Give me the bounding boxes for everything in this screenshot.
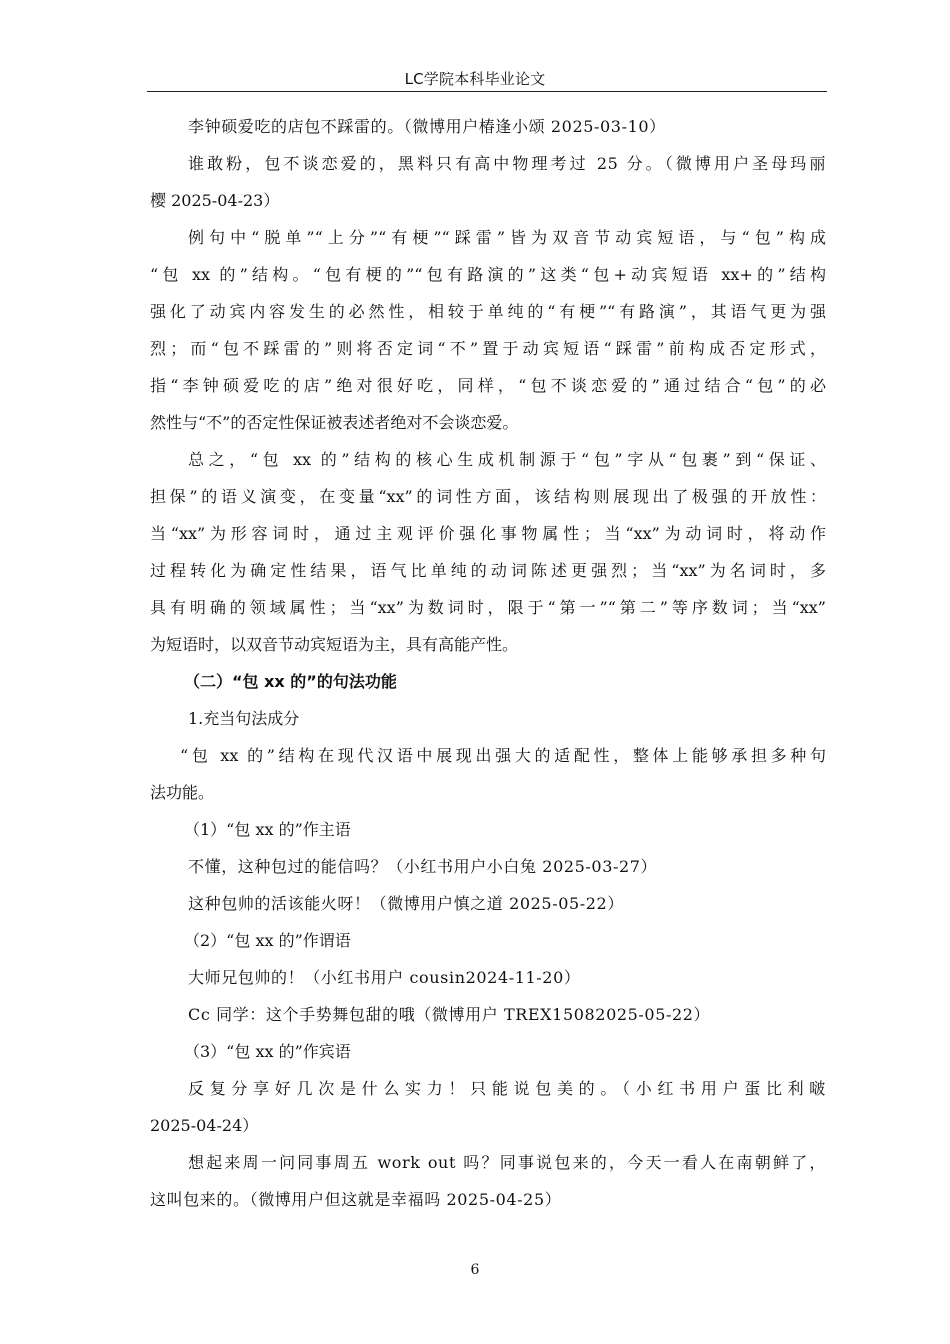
example-sentence: 大师兄包帅的！（小红书用户 cousin2024-11-20） — [188, 968, 581, 987]
analysis-paragraph-line: 烈；而“包不踩雷的”则将否定词“不”置于动宾短语“踩雷”前构成否定形式， — [150, 339, 826, 358]
example-sentence: Cc 同学：这个手势舞包甜的哦（微博用户 TREX15082025-05-22） — [188, 1005, 711, 1024]
section-heading: （二）“包 xx 的”的句法功能 — [184, 672, 397, 691]
summary-paragraph-line: 担保”的语义演变，在变量“xx”的词性方面，该结构则展现出了极强的开放性： — [150, 487, 826, 506]
example-sentence: 李钟硕爱吃的店包不踩雷的。（微博用户椿逢小颂 2025-03-10） — [188, 117, 666, 136]
analysis-paragraph-line: 强化了动宾内容发生的必然性，相较于单纯的“有梗”“有路演”，其语气更为强 — [150, 302, 826, 321]
intro-paragraph-line: “包 xx 的”结构在现代汉语中展现出强大的适配性，整体上能够承担多种句 — [180, 746, 826, 765]
example-sentence: 谁敢粉，包不谈恋爱的，黑料只有高中物理考过 25 分。（微博用户圣母玛丽 — [188, 154, 826, 173]
header-divider — [147, 91, 827, 92]
summary-paragraph-line: 过程转化为确定性结果，语气比单纯的动词陈述更强烈；当“xx”为名词时，多 — [150, 561, 826, 580]
summary-paragraph-line: 当“xx”为形容词时，通过主观评价强化事物属性；当“xx”为动词时，将动作 — [150, 524, 826, 543]
example-sentence: 反复分享好几次是什么实力！只能说包美的。（小红书用户蛋比利啵 — [188, 1079, 826, 1098]
example-sentence-continued: 2025-04-24） — [150, 1116, 259, 1135]
page-number: 6 — [470, 1262, 480, 1278]
object-function-label: （3）“包 xx 的”作宾语 — [184, 1042, 351, 1061]
example-sentence-continued: 这叫包来的。（微博用户但这就是幸福吗 2025-04-25） — [150, 1190, 562, 1209]
analysis-paragraph-line: 例句中“脱单”“上分”“有梗”“踩雷”皆为双音节动宾短语，与“包”构成 — [188, 228, 826, 247]
subject-function-label: （1）“包 xx 的”作主语 — [184, 820, 351, 839]
intro-paragraph-line: 法功能。 — [150, 783, 215, 802]
summary-paragraph-line: 为短语时，以双音节动宾短语为主，具有高能产性。 — [150, 635, 519, 654]
analysis-paragraph-line: 然性与“不”的否定性保证被表述者绝对不会谈恋爱。 — [150, 413, 519, 432]
predicate-function-label: （2）“包 xx 的”作谓语 — [184, 931, 351, 950]
example-sentence: 这种包帅的活该能火呀！（微博用户慎之道 2025-05-22） — [188, 894, 624, 913]
subsection-heading: 1.充当句法成分 — [188, 709, 300, 728]
example-sentence: 想起来周一问同事周五 work out 吗？同事说包来的，今天一看人在南朝鲜了， — [188, 1153, 826, 1172]
analysis-paragraph-line: “包 xx 的”结构。“包有梗的”“包有路演的”这类“包+动宾短语 xx+的”结构 — [150, 265, 826, 284]
example-sentence: 不懂，这种包过的能信吗？（小红书用户小白兔 2025-03-27） — [188, 857, 658, 876]
thesis-header-title: LC学院本科毕业论文 — [404, 70, 546, 88]
summary-paragraph-line: 具有明确的领域属性；当“xx”为数词时，限于“第一”“第二”等序数词；当“xx” — [150, 598, 826, 617]
analysis-paragraph-line: 指“李钟硕爱吃的店”绝对很好吃，同样，“包不谈恋爱的”通过结合“包”的必 — [150, 376, 826, 395]
example-sentence-continued: 樱 2025-04-23） — [150, 191, 280, 210]
summary-paragraph-line: 总之，“包 xx 的”结构的核心生成机制源于“包”字从“包裹”到“保证、 — [188, 450, 826, 469]
